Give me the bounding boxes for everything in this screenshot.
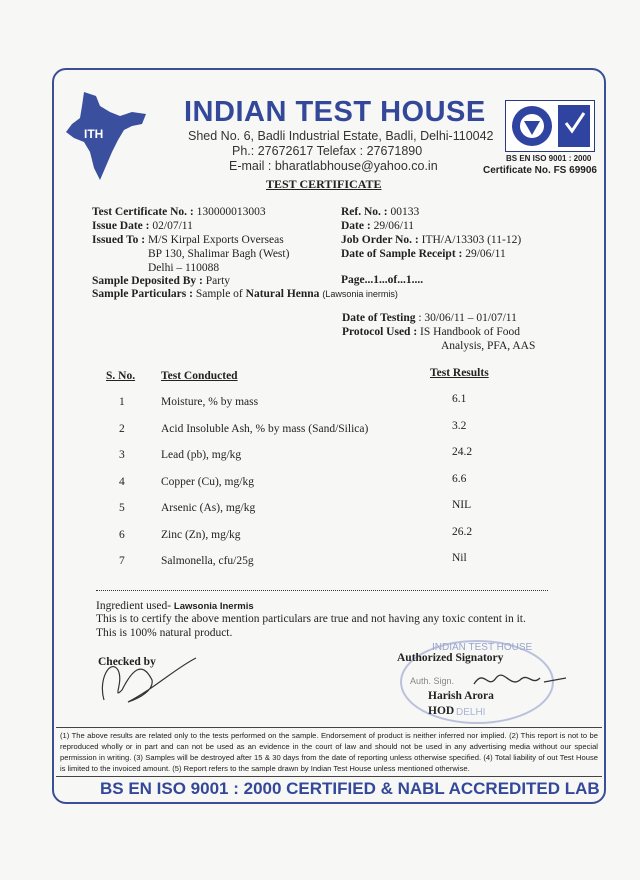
divider [96,590,548,591]
row-sno: 5 [119,502,125,514]
org-address: Shed No. 6, Badli Industrial Estate, Badli, Delhi-110042 [188,129,494,143]
row-test: Acid Insoluble Ash, % by mass (Sand/Silica) [161,422,369,435]
checker-signature [92,640,202,710]
ref-value: 00133 [390,206,420,218]
protocol-line1: IS Handbook of Food [420,326,521,338]
job-order-value: ITH/A/13303 (11-12) [421,234,522,246]
header-result: Test Results [430,367,489,379]
testing-date-value: : 30/06/11 – 01/07/11 [418,312,517,324]
particulars-label: Sample Particulars : [92,288,193,300]
row-sno: 1 [119,396,125,408]
row-sno: 2 [119,422,125,435]
issue-date-value: 02/07/11 [152,220,193,232]
row-sno: 3 [119,449,125,461]
india-map-logo [62,90,150,182]
checked-by-label: Checked by [98,656,156,668]
document-title: TEST CERTIFICATE [266,177,382,191]
testing-date-label: Date of Testing [342,312,416,324]
job-order-label: Job Order No. : [341,234,419,246]
page-number: Page...1...of...1.... [341,274,424,286]
row-test: Zinc (Zn), mg/kg [161,528,241,541]
header-sno: S. No. [106,370,136,382]
bsi-registered-icon [506,101,594,151]
issued-to-line3: Delhi – 110088 [148,262,220,274]
particulars-botanical: (Lawsonia inermis) [322,289,398,299]
issued-to-line1: M/S Kirpal Exports Overseas [147,234,284,246]
cert-no-label: Test Certificate No. : [92,206,194,218]
auth-sign-label: Auth. Sign. [410,676,455,686]
date-label: Date : [341,220,371,232]
issued-to-label: Issued To : [92,234,146,246]
stamp-top-text: INDIAN TEST HOUSE [432,642,533,653]
iso-label: BS EN ISO 9001 : 2000 [506,154,592,163]
row-test: Lead (pb), mg/kg [161,449,242,461]
terms-notes: (1) The above results are related only to the tests performed on the sample. Endorsement of product is neither inferred nor implied. (2) This report is not to be reproduced wholly or in part and can not be used as an evidence in the court of law and should not be used in any advertising media without our special permission in writing. (3) Samples will be destroyed after 15 & 30 days from the date of reporting unless otherwise specified. (4) Total liability of out Test House is limited to the invoiced amount. (5) Report refers to the sample drawn by Indian Test House unless mentioned otherwise. [56,727,602,777]
deposited-value: Party [205,275,231,287]
row-sno: 6 [119,528,125,541]
ingredient-label: Ingredient used- [96,600,172,612]
certify-line1: This is to certify the above mention particulars are true and not having any toxic content in it. [96,613,526,625]
particulars-product: Natural Henna [245,288,320,300]
signatory-name: Harish Arora [428,690,494,702]
org-name: INDIAN TEST HOUSE [184,96,486,128]
row-sno: 4 [119,475,125,488]
svg-text:ITH: ITH [84,127,104,141]
protocol-line2: Analysis, PFA, AAS [441,340,536,352]
certification-logos [505,100,595,152]
receipt-value: 29/06/11 [465,248,506,260]
particulars-text: Sample of [195,288,243,300]
row-test: Copper (Cu), mg/kg [161,475,254,488]
row-result: Nil [452,552,467,564]
deposited-label: Sample Deposited By : [92,275,203,287]
row-result: 6.6 [452,472,467,485]
date-value: 29/06/11 [373,220,415,232]
org-email: E-mail : bharatlabhouse@yahoo.co.in [229,159,438,173]
certify-line2: This is 100% natural product. [96,627,233,639]
issued-to-line2: BP 130, Shalimar Bagh (West) [148,248,290,260]
authorized-signatory-label: Authorized Signatory [397,652,504,664]
issue-date-label: Issue Date : [92,220,150,232]
certificate-number: Certificate No. FS 69906 [483,165,597,176]
signatory-designation: HOD [428,705,455,717]
ref-label: Ref. No. : [341,206,388,218]
row-sno: 7 [119,555,125,567]
org-phone: Ph.: 27672617 Telefax : 27671890 [232,144,423,158]
cert-no-value: 130000013003 [196,206,266,218]
row-test: Salmonella, cfu/25g [161,555,254,567]
receipt-label: Date of Sample Receipt : [341,248,463,260]
row-test: Moisture, % by mass [161,396,259,408]
row-result: 26.2 [452,525,473,538]
protocol-label: Protocol Used : [342,326,418,338]
row-result: NIL [452,499,472,511]
stamp-bottom-text: DELHI [456,707,486,718]
row-result: 24.2 [452,446,473,458]
header-test: Test Conducted [161,370,238,382]
accreditation-footer: BS EN ISO 9001 : 2000 CERTIFIED & NABL ACCREDITED LAB [100,779,600,798]
row-result: 6.1 [452,393,467,405]
row-result: 3.2 [452,419,467,432]
ingredient-value: Lawsonia Inermis [173,601,254,612]
row-test: Arsenic (As), mg/kg [161,502,256,514]
